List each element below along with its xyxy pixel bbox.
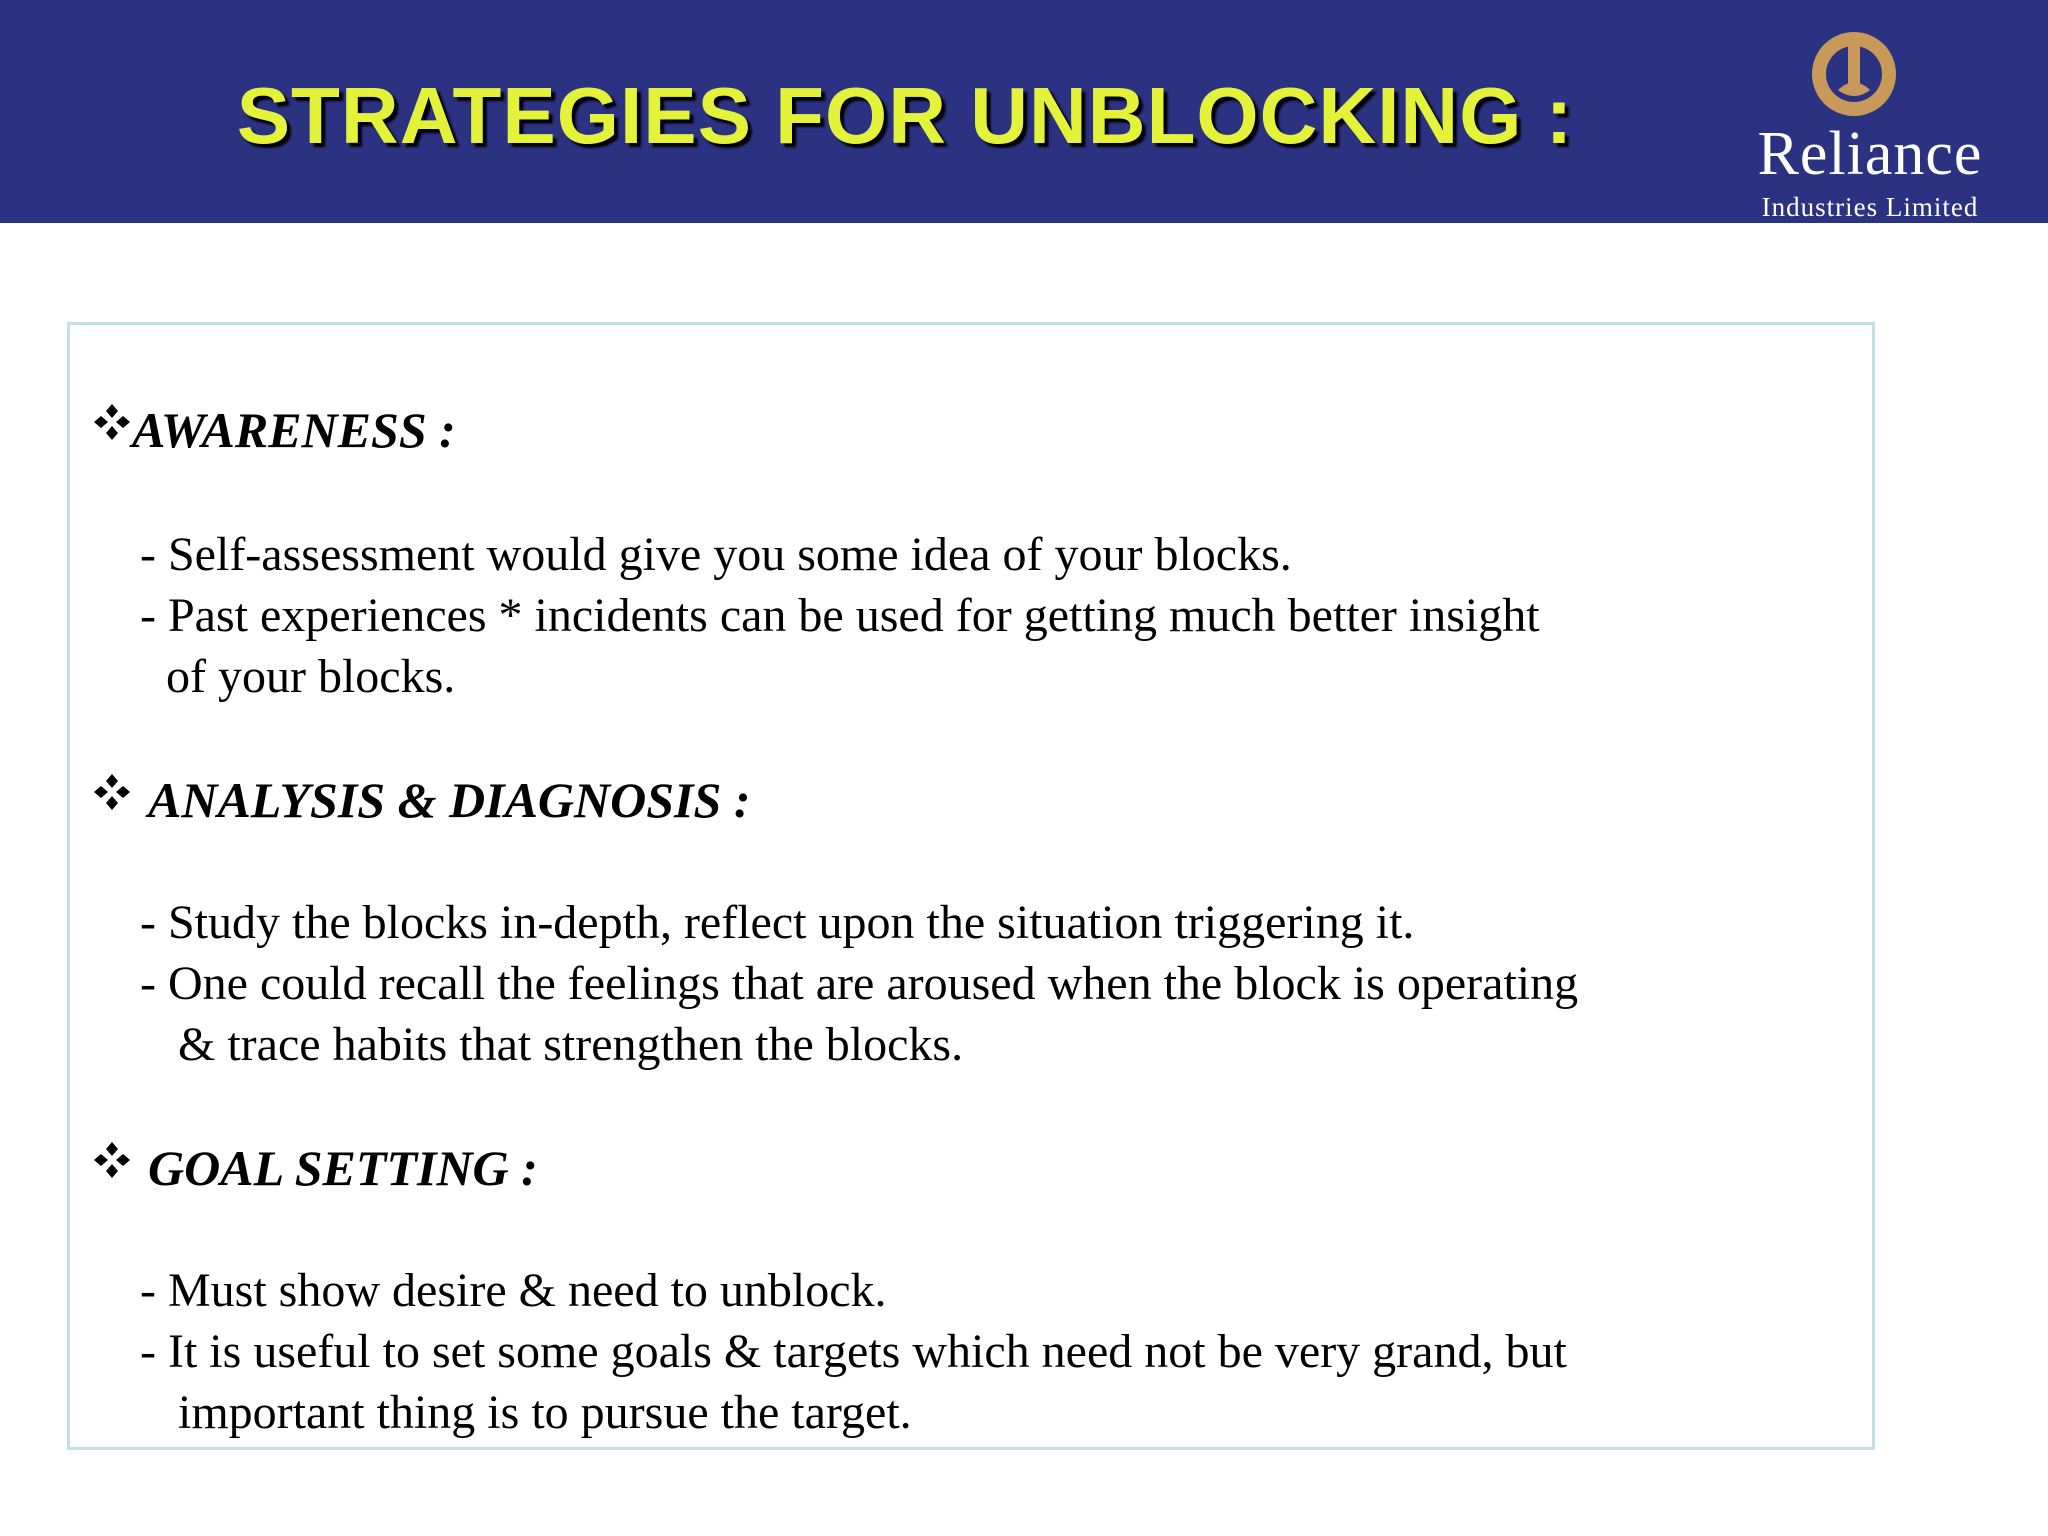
section-heading-text: AWARENESS : [132, 402, 456, 458]
slide-header [0, 0, 2048, 223]
list-item: - Past experiences * incidents can be used for getting much better insight [140, 589, 1540, 642]
section-heading-text: GOAL SETTING : [148, 1140, 538, 1196]
list-item: of your blocks. [166, 650, 456, 703]
list-item: - Study the blocks in-depth, reflect upon the situation triggering it. [140, 896, 1415, 949]
list-item: - Must show desire & need to unblock. [140, 1264, 887, 1317]
list-item: - Self-assessment would give you some idea of your blocks. [140, 528, 1292, 581]
reliance-logo [1720, 22, 2020, 222]
section-heading-goal-setting [92, 1138, 538, 1198]
list-item: important thing is to pursue the target. [178, 1386, 912, 1439]
list-item: & trace habits that strengthen the blocks. [178, 1018, 964, 1071]
four-diamond-bullet-icon [92, 1140, 132, 1180]
four-diamond-bullet-icon [92, 402, 132, 442]
list-item: - One could recall the feelings that are aroused when the block is operating [140, 957, 1579, 1010]
logo-name: Reliance [1757, 120, 1983, 188]
section-heading-text: ANALYSIS & DIAGNOSIS : [148, 772, 751, 828]
section-heading-analysis [92, 770, 750, 830]
reliance-emblem-icon [1808, 28, 1900, 120]
slide-title: STRATEGIES FOR UNBLOCKING : [236, 71, 1574, 160]
four-diamond-bullet-icon [92, 772, 132, 812]
section-heading-awareness [92, 400, 456, 460]
logo-subtitle: Industries Limited [1761, 192, 1979, 222]
list-item: - It is useful to set some goals & targets which need not be very grand, but [140, 1325, 1567, 1378]
